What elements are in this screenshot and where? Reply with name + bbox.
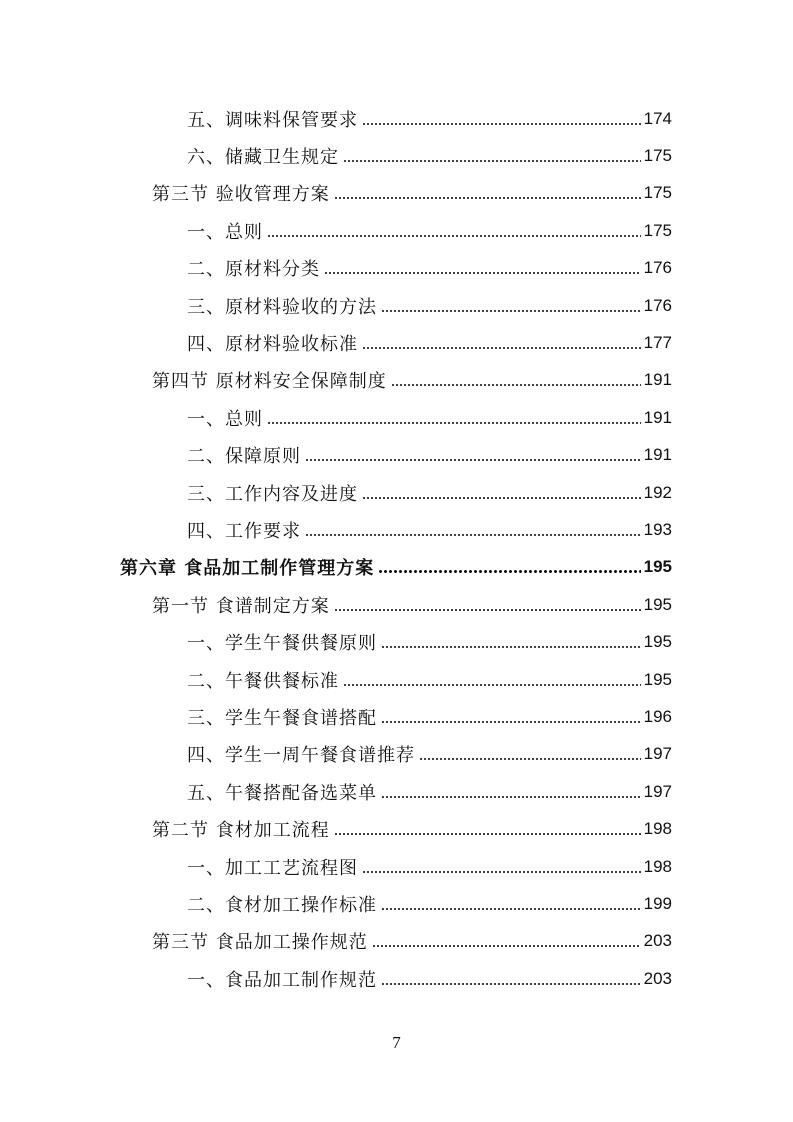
toc-entry-page: 191 (643, 445, 672, 465)
dot-leader (305, 521, 641, 539)
dot-leader (381, 708, 641, 726)
toc-entry-page: 175 (643, 146, 672, 166)
toc-entry-title: 第四节 原材料安全保障制度 (152, 371, 387, 393)
dot-leader (391, 371, 641, 389)
table-of-contents (0, 100, 793, 997)
dot-leader (267, 222, 641, 240)
dot-leader (334, 820, 641, 838)
toc-entry-title: 二、保障原则 (187, 446, 301, 468)
toc-entry-title: 一、学生午餐供餐原则 (187, 633, 377, 655)
toc-entry-page: 192 (643, 482, 672, 502)
dot-leader (362, 858, 641, 876)
dot-leader (372, 932, 641, 950)
toc-entry-title: 第一节 食谱制定方案 (152, 595, 330, 617)
toc-chapter-entry[interactable] (0, 549, 793, 586)
toc-entry[interactable] (0, 250, 793, 287)
toc-entry-page: 195 (643, 557, 672, 577)
dot-leader (381, 297, 641, 315)
toc-entry-page: 191 (643, 407, 672, 427)
toc-section-entry[interactable] (0, 362, 793, 399)
toc-entry[interactable] (0, 437, 793, 474)
toc-entry-page: 175 (643, 183, 672, 203)
toc-entry-page: 174 (643, 108, 672, 128)
toc-entry[interactable] (0, 848, 793, 885)
toc-entry-title: 一、总则 (187, 408, 263, 430)
toc-entry-page: 195 (643, 632, 672, 652)
toc-entry-title: 三、原材料验收的方法 (187, 296, 377, 318)
toc-entry-title: 一、加工工艺流程图 (187, 857, 358, 879)
toc-entry[interactable] (0, 960, 793, 997)
toc-entry-title: 第三节 食品加工操作规范 (152, 932, 368, 954)
toc-entry[interactable] (0, 511, 793, 548)
toc-section-entry[interactable] (0, 810, 793, 847)
toc-entry-title: 二、食材加工操作标准 (187, 894, 377, 916)
toc-entry[interactable] (0, 100, 793, 137)
toc-entry-page: 203 (643, 968, 672, 988)
dot-leader (362, 110, 641, 128)
toc-entry-page: 195 (643, 669, 672, 689)
dot-leader (381, 783, 641, 801)
toc-entry-title: 三、学生午餐食谱搭配 (187, 707, 377, 729)
toc-entry-title: 第三节 验收管理方案 (152, 184, 330, 206)
toc-entry[interactable] (0, 661, 793, 698)
toc-section-entry[interactable] (0, 175, 793, 212)
page-number: 7 (392, 1033, 401, 1052)
toc-entry-title: 一、食品加工制作规范 (187, 969, 377, 991)
toc-entry-title: 三、工作内容及进度 (187, 483, 358, 505)
toc-entry[interactable] (0, 137, 793, 174)
dot-leader (343, 147, 641, 165)
toc-entry[interactable] (0, 287, 793, 324)
toc-section-entry[interactable] (0, 923, 793, 960)
toc-entry-title: 四、原材料验收标准 (187, 334, 358, 356)
dot-leader (381, 970, 641, 988)
toc-entry-title: 四、工作要求 (187, 520, 301, 542)
dot-leader (381, 633, 641, 651)
toc-entry-title: 二、原材料分类 (187, 259, 320, 281)
toc-entry[interactable] (0, 773, 793, 810)
dot-leader (381, 895, 641, 913)
toc-entry-page: 198 (643, 819, 672, 839)
toc-entry-title: 第六章 食品加工制作管理方案 (120, 558, 375, 580)
dot-leader (362, 334, 641, 352)
toc-entry-page: 196 (643, 706, 672, 726)
dot-leader (334, 184, 641, 202)
toc-entry-page: 176 (643, 258, 672, 278)
toc-entry[interactable] (0, 474, 793, 511)
dot-leader (267, 409, 641, 427)
toc-entry[interactable] (0, 736, 793, 773)
toc-entry[interactable] (0, 698, 793, 735)
toc-entry-title: 一、总则 (187, 221, 263, 243)
toc-entry-page: 198 (643, 856, 672, 876)
toc-entry-title: 四、学生一周午餐食谱推荐 (187, 745, 415, 767)
dot-leader (324, 259, 641, 277)
dot-leader (362, 484, 641, 502)
toc-entry[interactable] (0, 212, 793, 249)
toc-entry-page: 175 (643, 220, 672, 240)
toc-entry-page: 193 (643, 519, 672, 539)
dot-leader (419, 745, 641, 763)
toc-entry[interactable] (0, 623, 793, 660)
toc-section-entry[interactable] (0, 586, 793, 623)
toc-entry-title: 五、午餐搭配备选菜单 (187, 782, 377, 804)
dot-leader (343, 671, 641, 689)
dot-leader (305, 446, 641, 464)
toc-entry[interactable] (0, 885, 793, 922)
toc-entry-page: 199 (643, 893, 672, 913)
toc-entry-title: 第二节 食材加工流程 (152, 820, 330, 842)
toc-entry-page: 176 (643, 295, 672, 315)
toc-entry-page: 195 (643, 594, 672, 614)
toc-entry[interactable] (0, 399, 793, 436)
toc-entry-title: 五、调味料保管要求 (187, 109, 358, 131)
toc-entry-page: 203 (643, 931, 672, 951)
toc-entry-title: 六、储藏卫生规定 (187, 147, 339, 169)
toc-entry-page: 197 (643, 781, 672, 801)
toc-entry-page: 197 (643, 744, 672, 764)
toc-entry-title: 二、午餐供餐标准 (187, 670, 339, 692)
dot-leader (334, 596, 641, 614)
toc-entry-page: 177 (643, 333, 672, 353)
dot-leader (378, 558, 640, 576)
toc-entry[interactable] (0, 324, 793, 361)
toc-entry-page: 191 (643, 370, 672, 390)
